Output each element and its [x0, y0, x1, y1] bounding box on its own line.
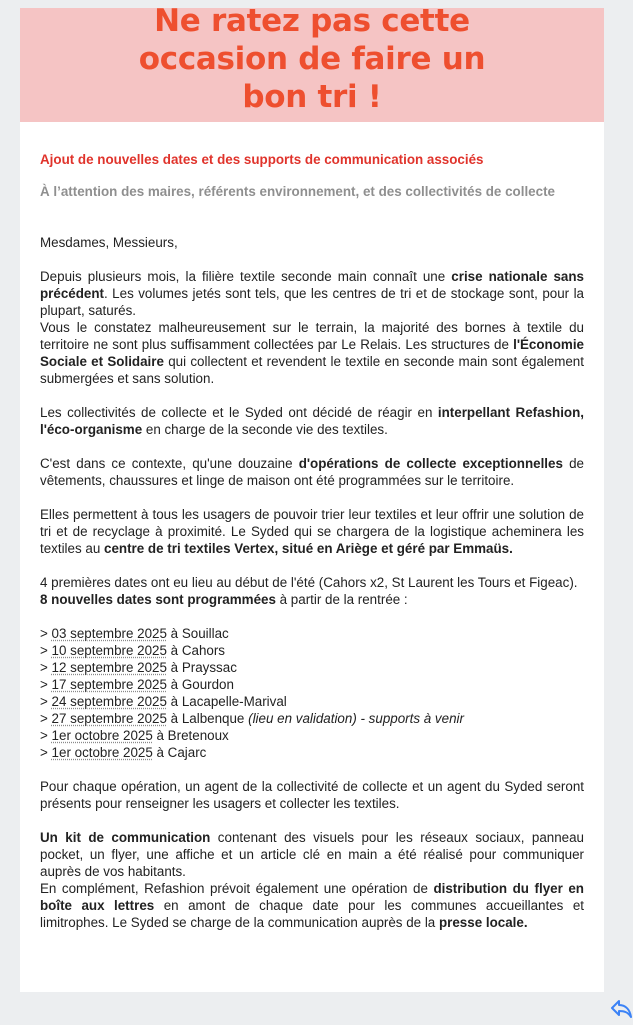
date-link[interactable]: 1er octobre 2025	[51, 745, 153, 760]
list-prefix: >	[40, 694, 52, 709]
list-prefix: >	[40, 643, 52, 658]
list-item	[40, 744, 584, 761]
place: à Lalbenque	[166, 711, 249, 726]
place: à Souillac	[166, 626, 229, 641]
date-link[interactable]: 1er octobre 2025	[51, 728, 153, 743]
list-item	[40, 676, 584, 693]
text-bold: centre de tri textiles Vertex, situé en Ariège et géré par Emmaüs.	[104, 541, 513, 556]
text-bold: l'Économie Sociale et Solidaire	[40, 337, 584, 369]
text: en charge de la seconde vie des textiles.	[142, 422, 388, 437]
place: à Cajarc	[152, 745, 207, 760]
reply-icon[interactable]	[610, 998, 633, 1020]
text: Vous le constatez malheureusement sur le terrain, la majorité des bornes à textile du territoire ne sont plus suffisamment collectées par Le Relais. Les structures de	[40, 320, 584, 352]
email-subtitle: Ajout de nouvelles dates et des supports de communication associés	[40, 152, 484, 167]
list-item	[40, 659, 584, 676]
list-prefix: >	[40, 626, 52, 641]
paragraph-kit	[40, 829, 584, 880]
paragraph-field	[40, 319, 584, 387]
date-link[interactable]: 12 septembre 2025	[51, 660, 167, 675]
text-bold: presse locale.	[438, 915, 528, 930]
paragraph-crisis	[40, 268, 584, 319]
banner-title: Ne ratez pas cette occasion de faire un bon tri !	[138, 3, 486, 115]
paragraph-agents: Pour chaque opération, un agent de la collectivité de collecte et un agent du Syded seront présents pour renseigner les usagers et collecter les textiles.	[40, 779, 584, 811]
text: En complément, Refashion prévoit également une opération de	[40, 881, 434, 896]
paragraph-context	[40, 455, 584, 489]
text-bold: crise nationale sans précédent	[40, 269, 584, 301]
text-bold: Un kit de communication	[40, 830, 211, 845]
text-bold: interpellant Refashion, l'éco-organisme	[40, 405, 585, 437]
paragraph-past-dates: 4 premières dates ont eu lieu au début de l'été (Cahors x2, St Laurent les Tours et Figeac).	[40, 575, 578, 590]
paragraph-new-dates	[40, 591, 584, 608]
dates-list	[40, 625, 584, 761]
date-link[interactable]: 27 septembre 2025	[51, 711, 167, 726]
place: à Bretenoux	[152, 728, 229, 743]
paragraph-reaction	[40, 404, 584, 438]
place: à Cahors	[166, 643, 225, 658]
list-prefix: >	[40, 728, 52, 743]
place: à Lacapelle-Marival	[166, 694, 287, 709]
date-link[interactable]: 03 septembre 2025	[51, 626, 167, 641]
text-bold: 8 nouvelles dates sont programmées	[40, 592, 276, 607]
list-item	[40, 693, 584, 710]
text: . Les volumes jetés sont tels, que les centres de tri et de stockage sont, pour la plupart, saturés.	[40, 286, 584, 318]
date-link[interactable]: 17 septembre 2025	[51, 677, 167, 692]
list-prefix: >	[40, 711, 52, 726]
text: en amont de chaque date pour les communes accueillantes et limitrophes. Le Syded se charge de la communication auprès de la	[40, 898, 584, 930]
text: Les collectivités de collecte et le Syded ont décidé de réagir en	[40, 405, 438, 420]
text: de vêtements, chaussures et linge de maison ont été programmées sur le territoire.	[40, 456, 584, 488]
email-content	[20, 151, 604, 931]
header-banner	[20, 3, 604, 122]
text: à partir de la rentrée :	[275, 592, 408, 607]
greeting: Mesdames, Messieurs,	[40, 235, 178, 250]
email-audience: À l’attention des maires, référents environnement, et des collectivités de collecte	[40, 184, 555, 199]
text-bold: d'opérations de collecte exceptionnelles	[298, 456, 563, 471]
list-prefix: >	[40, 677, 52, 692]
list-prefix: >	[40, 745, 52, 760]
text: Depuis plusieurs mois, la filière textile seconde main connaît une	[40, 269, 452, 284]
list-item	[40, 625, 584, 642]
date-link[interactable]: 10 septembre 2025	[51, 643, 167, 658]
place: à Prayssac	[166, 660, 237, 675]
text: Elles permettent à tous les usagers de pouvoir trier leur textiles et leur offrir une solution de tri et de recyclage à proximité. Le Syded qui se chargera de la logistique acheminera les textiles au	[40, 507, 584, 556]
list-item	[40, 710, 584, 727]
paragraph-logistics	[40, 506, 584, 557]
text: contenant des visuels pour les réseaux sociaux, panneau pocket, un flyer, une affiche et un article clé en main a été réalisé pour communiquer auprès de vos habitants.	[40, 830, 585, 879]
list-item	[40, 642, 584, 659]
list-prefix: >	[40, 660, 52, 675]
place: à Gourdon	[166, 677, 234, 692]
paragraph-flyer	[40, 880, 584, 931]
text: qui collectent et revendent le textile en seconde main sont également submergées et sans solution.	[40, 354, 584, 386]
email-body	[20, 3, 604, 992]
date-note: (lieu en validation) - supports à venir	[248, 711, 464, 726]
date-link[interactable]: 24 septembre 2025	[51, 694, 167, 709]
text: C'est dans ce contexte, qu'une douzaine	[40, 456, 299, 471]
text-bold: distribution du flyer en boîte aux lettres	[40, 881, 584, 913]
list-item	[40, 727, 584, 744]
